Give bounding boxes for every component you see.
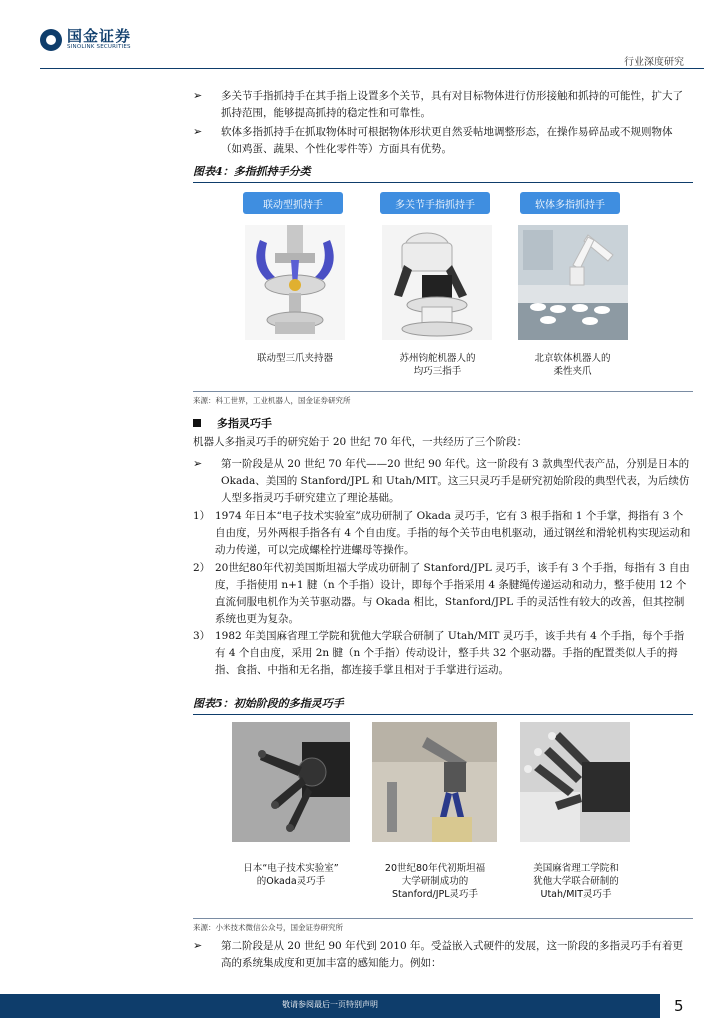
numbered-item xyxy=(193,508,693,559)
figure-caption: 20世纪80年代初斯坦福 大学研制成功的 Stanford/JPL灵巧手 xyxy=(384,863,486,900)
figure-title: 图表4：多指抓持手分类 xyxy=(193,163,693,183)
category-pill: 联动型抓持手 xyxy=(243,192,343,214)
section-title: 多指灵巧手 xyxy=(217,417,272,430)
three-finger-hand-image xyxy=(382,225,492,340)
numbered-item xyxy=(193,628,693,679)
bullet-item xyxy=(193,938,693,972)
numbered-item xyxy=(193,560,693,628)
item-number: 1） xyxy=(193,510,211,522)
caption-text: 联动型三爪夹持器 xyxy=(256,353,333,364)
okada-hand-image xyxy=(232,722,350,842)
category-pill: 多关节手指抓持手 xyxy=(380,192,490,214)
figure-caption: 日本“电子技术实验室” 的Okada灵巧手 xyxy=(243,863,339,887)
arrow-bullet-icon: ➢ xyxy=(193,89,203,102)
header-label: 行业深度研究 xyxy=(624,57,684,68)
bullet-text: 多关节手指抓持手在其手指上设置多个关节，具有对目标物体进行仿形接触和抓持的可能性，扩大了抓持范围，能够提高抓持的稳定性和可靠性。 xyxy=(221,90,683,119)
item-number: 2） xyxy=(193,562,211,574)
figure-caption: 北京软体机器人的 柔性夹爪 xyxy=(534,353,611,377)
section-heading xyxy=(193,415,272,431)
figure-source: 来源：小米技术微信公众号，国金证券研究所 xyxy=(193,918,693,933)
figure-source: 来源：科工世界，工业机器人，国金证券研究所 xyxy=(193,391,693,406)
figure-caption xyxy=(245,352,345,365)
square-bullet-icon xyxy=(193,419,201,427)
bullet-text: 第一阶段是从 20 世纪 70 年代——20 世纪 90 年代。这一阶段有 3 款典型代表产品，分别是日本的 Okada、美国的 Stanford/JPL 和 Utah/MIT。这三只灵巧手是研究初始阶段的典型代表，为后续仿人型多指灵巧手研究建立了理论基础。 xyxy=(221,458,690,504)
page-header xyxy=(0,0,724,70)
bullet-item xyxy=(193,124,693,158)
arrow-bullet-icon: ➢ xyxy=(193,457,203,470)
item-text: 1974 年日本“电子技术实验室”成功研制了 Okada 灵巧手，它有 3 根手指和 1 个手掌，拇指有 3 个自由度，另外两根手指各有 4 个自由度。手指的每个关节由电机驱动，通过钢丝和滑轮机构实现运动和动力传递，可以完成螺栓拧进螺母等操作。 xyxy=(215,510,691,556)
figure-title: 图表5：初始阶段的多指灵巧手 xyxy=(193,695,693,715)
logo-en: SINOLINK SECURITIES xyxy=(67,44,131,50)
item-text: 1982 年美国麻省理工学院和犹他大学联合研制了 Utah/MIT 灵巧手，该手共有 4 个手指，每个手指有 4 个自由度，采用 2n 腱（n 个手指）传动设计，整手共 32 个驱动器。手指的配置类似人手的拇指、食指、中指和无名指，都连接手掌且相对于手掌进行运动。 xyxy=(215,630,685,676)
arrow-bullet-icon: ➢ xyxy=(193,939,203,952)
header-divider xyxy=(40,68,704,69)
three-jaw-gripper-image xyxy=(245,225,345,340)
figure-caption: 苏州钧舵机器人的 均巧三指手 xyxy=(399,353,476,377)
logo-icon xyxy=(40,29,62,51)
item-number: 3） xyxy=(193,630,211,642)
stanford-jpl-hand-image xyxy=(372,722,497,842)
logo-cn: 国金证券 xyxy=(67,27,132,45)
bullet-text: 软体多指抓持手在抓取物体时可根据物体形状更自然妥帖地调整形态，在操作易碎品或不规则物体（如鸡蛋、蔬果、个性化零件等）方面具有优势。 xyxy=(221,126,673,155)
category-pill: 软体多指抓持手 xyxy=(520,192,620,214)
page-number: 5 xyxy=(674,997,684,1015)
bullet-item xyxy=(193,88,693,122)
bullet-item xyxy=(193,456,693,507)
arrow-bullet-icon: ➢ xyxy=(193,125,203,138)
item-text: 20世纪80年代初美国斯坦福大学成功研制了 Stanford/JPL 灵巧手，该手有 3 个手指，每指有 3 自由度，手指使用 n+1 腱（n 个手指）设计，即每个手指采用 4 条腱绳传递运动和动力，整手使用 12 个直流伺服电机作为关节驱动器。与 Okada 相比，Stanford/JPL 手的灵活性有较大的改善，但其控制系统也更为复杂。 xyxy=(215,562,690,625)
paragraph: 机器人多指灵巧手的研究始于 20 世纪 70 年代，一共经历了三个阶段： xyxy=(193,436,528,448)
company-logo xyxy=(40,28,131,51)
footer-disclaimer: 敬请参阅最后一页特别声明 xyxy=(282,1000,378,1009)
utah-mit-hand-image xyxy=(520,722,630,842)
bullet-text: 第二阶段是从 20 世纪 90 年代到 2010 年。受益嵌入式硬件的发展，这一阶段的多指灵巧手有着更高的系统集成度和更加丰富的感知能力。例如： xyxy=(221,940,683,969)
soft-gripper-image xyxy=(518,225,628,340)
figure-caption: 美国麻省理工学院和 犹他大学联合研制的 Utah/MIT灵巧手 xyxy=(533,863,619,900)
